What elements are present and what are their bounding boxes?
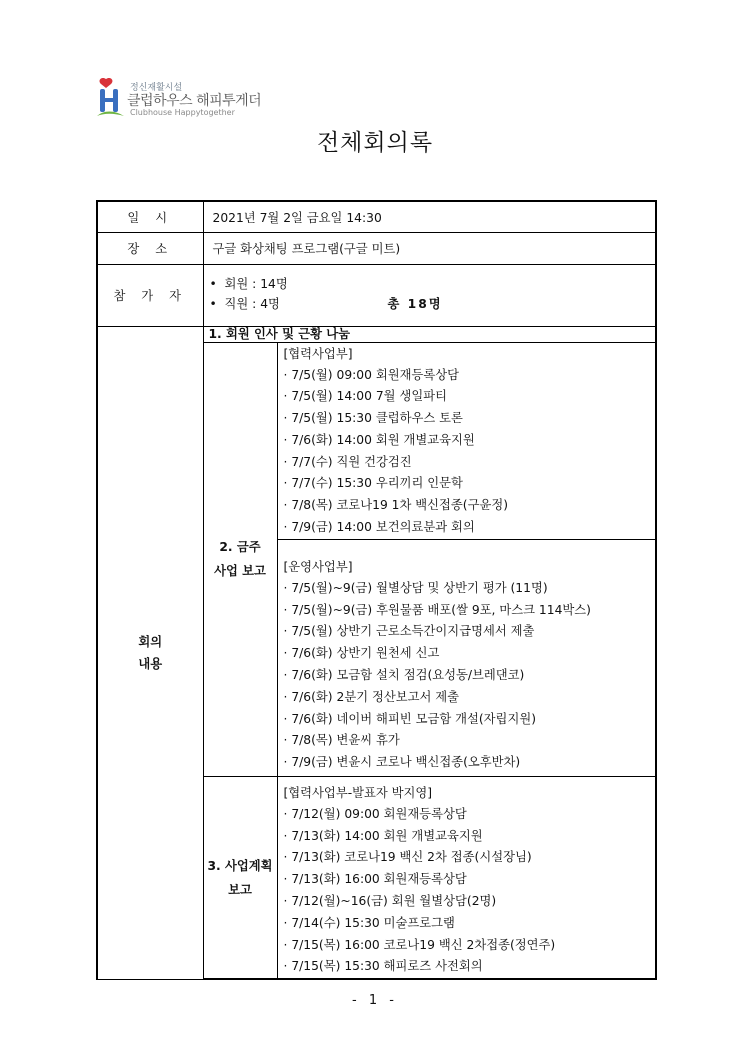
list-item: · 7/8(목) 코로나19 1차 백신접종(구윤정) [283,498,509,513]
list-item: · 7/9(금) 변윤시 코로나 백신접종(오후반차) [283,755,521,770]
place-label: 장 소 [97,232,203,264]
minutes-table [96,200,657,980]
bullet-icon: • [209,276,217,291]
list-item: · 7/14(수) 15:30 미술프로그램 [283,915,455,930]
list-item: · 7/5(월) 09:00 회원재등록상담 [283,367,459,382]
ops-title: [운영사업부] [283,559,353,574]
list-item: · 7/7(수) 15:30 우리끼리 인문학 [283,476,463,491]
date-label: 일 시 [97,201,203,232]
list-item: · 7/15(목) 16:00 코로나19 백신 2차접종(정연주) [283,937,556,952]
place-value: 구글 화상채팅 프로그램(구글 미트) [203,232,656,264]
attendees-label: 참 가 자 [97,264,203,326]
date-value: 2021년 7월 2일 금요일 14:30 [203,201,656,232]
list-item: · 7/6(화) 모금함 설치 점검(요성동/브레댄코) [283,668,525,683]
logo-subtitle: 정신재활시설 [130,83,183,93]
attendees-total: 총 18명 [387,296,443,311]
plan-report-cell [277,776,656,979]
section3-label: 3. 사업계획 보고 [203,776,277,979]
section1-row [97,326,656,342]
list-item: · 7/7(수) 직원 건강검진 [283,454,412,469]
list-item: • 회원 : 14명 [210,274,656,294]
attendees-list [204,265,656,314]
attendees-row [97,264,656,326]
list-item: · 7/5(월) 14:00 7월 생일파티 [283,389,447,404]
list-item: · 7/12(월) 09:00 회원재등록상담 [283,806,467,821]
list-item: · 7/6(화) 14:00 회원 개별교육지원 [283,432,475,447]
clubhouse-logo-icon [96,76,126,120]
list-item: · 7/15(목) 15:30 해피로즈 사전회의 [283,959,483,974]
plan-title: [협력사업부-발표자 박지영] [283,785,433,800]
list-item: · 7/13(화) 16:00 회원재등록상담 [283,872,467,887]
logo-english-name: Clubhouse Happytogether [130,108,235,117]
coop-report-cell [277,342,656,539]
coop-title: [협력사업부] [283,346,353,361]
attendees-cell [203,264,656,326]
list-item: · 7/6(화) 네이버 해피빈 모금함 개설(자립지원) [283,711,536,726]
page-number: - 1 - [352,993,398,1008]
list-item: · 7/5(월)~9(금) 월별상담 및 상반기 평가 (11명) [283,580,548,595]
list-item: · 7/5(월)~9(금) 후원물품 배포(쌀 9포, 마스크 114박스) [283,602,591,617]
logo [96,76,266,120]
list-item: · 7/6(화) 2분기 정산보고서 제출 [283,689,460,704]
logo-name: 클럽하우스 해피투게더 [127,93,262,109]
bullet-icon: • [209,296,217,311]
section2-label: 2. 금주 사업 보고 [203,342,277,776]
list-item: · 7/6(화) 상반기 원천세 신고 [283,646,440,661]
place-row [97,232,656,264]
page-title: 전체회의록 [316,130,434,156]
list-item: · 7/8(목) 변윤씨 휴가 [283,733,400,748]
list-item: · 7/5(월) 상반기 근로소득간이지급명세서 제출 [283,624,535,639]
section1-title: 1. 회원 인사 및 근황 나눔 [203,326,656,342]
date-row [97,201,656,232]
list-item: · 7/12(월)~16(금) 회원 월별상담(2명) [283,894,497,909]
list-item: · 7/13(화) 코로나19 백신 2차 접종(시설장님) [283,850,532,865]
list-item: • 직원 : 4명 총 18명 [210,294,656,314]
list-item: · 7/5(월) 15:30 클럽하우스 토론 [283,411,463,426]
ops-report-cell [277,539,656,776]
list-item: · 7/13(화) 14:00 회원 개별교육지원 [283,828,483,843]
list-item: · 7/9(금) 14:00 보건의료분과 회의 [283,520,475,535]
meeting-content-label: 회의 내용 [97,326,203,979]
